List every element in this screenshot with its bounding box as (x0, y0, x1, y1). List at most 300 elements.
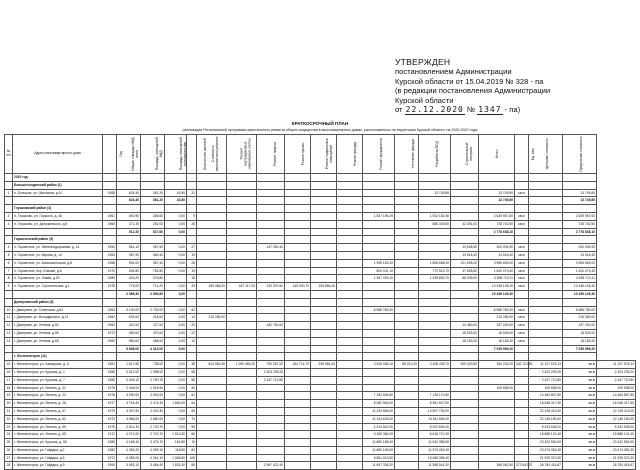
table-cell: 3 526 936,10 (363, 361, 395, 369)
table-cell (563, 298, 597, 306)
table-row (5, 384, 636, 392)
table-cell: 5 665,00 (117, 345, 141, 353)
column-header (141, 135, 165, 174)
table-cell: 2 967 022,40 (257, 462, 285, 470)
table-cell (311, 384, 337, 392)
table-cell (13, 290, 103, 298)
table-cell (451, 400, 479, 408)
table-cell (363, 189, 395, 197)
table-cell: 728 740,50 (479, 220, 515, 228)
table-cell (451, 306, 479, 314)
table-cell: 43,80 (165, 189, 187, 197)
table-cell: 7 (5, 267, 13, 275)
table-cell: 6 085,00 (117, 454, 141, 462)
table-cell: 11 220 665,00 (363, 407, 395, 415)
column-header: № п/п (5, 135, 13, 174)
table-cell: 13 548,50 (451, 244, 479, 252)
table-cell: 373 542,37 (515, 462, 529, 470)
table-cell (529, 290, 563, 298)
table-cell (187, 181, 197, 189)
table-cell: кв.м (515, 322, 529, 330)
table-cell (479, 236, 515, 244)
table-cell (227, 345, 257, 353)
document-title: КРАТКОСРОЧНЫЙ ПЛАН (291, 121, 349, 126)
table-cell: 84 (187, 446, 197, 454)
table-cell (285, 337, 311, 345)
table-cell: 1 817,80 (117, 361, 141, 369)
table-cell (5, 353, 13, 361)
table-cell: 18 526,00 (451, 329, 479, 337)
table-cell (479, 174, 515, 182)
table-cell (515, 205, 529, 213)
table-cell: 0,00 (165, 376, 187, 384)
table-cell: 527,60 (141, 228, 165, 236)
table-cell (563, 236, 597, 244)
table-cell (285, 462, 311, 470)
table-cell (419, 228, 451, 236)
table-cell (197, 259, 227, 267)
table-cell (13, 197, 103, 205)
table-cell: 9 269 384,00 (363, 431, 395, 439)
table-cell: 215 280,00 (563, 314, 597, 322)
table-cell (257, 220, 285, 228)
table-cell: 1 808 658,40 (419, 259, 451, 267)
table-cell: 396 062,50 (479, 462, 515, 470)
table-cell (395, 376, 419, 384)
table-cell (529, 181, 563, 189)
table-cell (479, 446, 515, 454)
table-cell: 1964 (103, 322, 117, 330)
table-cell: 21 929 370,30 (597, 454, 636, 462)
table-cell: 912,20 (117, 228, 141, 236)
table-cell (395, 174, 419, 182)
table-cell (311, 415, 337, 423)
table-cell (419, 376, 451, 384)
table-cell: кв.м (563, 392, 597, 400)
table-cell: 4 635 713,11 (563, 275, 597, 283)
table-cell (451, 439, 479, 447)
table-cell (285, 212, 311, 220)
table-cell: 16 948 317,50 (529, 400, 563, 408)
table-cell (395, 392, 419, 400)
table-cell: 18 (187, 275, 197, 283)
table-cell (395, 267, 419, 275)
table-cell (197, 392, 227, 400)
table-cell: кв.м (563, 384, 597, 392)
table-cell: 108 (187, 454, 197, 462)
table-cell (227, 462, 257, 470)
table-cell: кв.м (515, 283, 529, 291)
table-cell (529, 251, 563, 259)
table-cell (395, 314, 419, 322)
table-cell (311, 400, 337, 408)
table-cell (515, 290, 529, 298)
table-cell: кв.м (515, 189, 529, 197)
table-cell (311, 454, 337, 462)
table-cell (337, 322, 363, 330)
table-cell (257, 267, 285, 275)
table-cell: 76 (187, 439, 197, 447)
column-header-label: Ед. изм. (531, 147, 536, 161)
table-cell: 468,00 (141, 337, 165, 345)
table-cell (257, 205, 285, 213)
table-cell: г. Дмитриев, ул. Ленина, д.65 (13, 337, 103, 345)
table-cell: 80 (187, 462, 197, 470)
table-cell (419, 298, 451, 306)
table-cell (419, 174, 451, 182)
table-cell (395, 329, 419, 337)
table-cell: 40 (187, 384, 197, 392)
table-cell (103, 205, 117, 213)
table-cell: 42 391,00 (451, 220, 479, 228)
table-cell (311, 290, 337, 298)
table-cell (395, 400, 419, 408)
table-cell: 775,00 (117, 283, 141, 291)
table-cell: 14 460 867,80 (597, 392, 636, 400)
table-cell: 1960 (103, 337, 117, 345)
table-cell: 1980 (103, 376, 117, 384)
table-cell: кв.м (563, 400, 597, 408)
table-cell (227, 353, 257, 361)
table-cell: 22 (187, 329, 197, 337)
table-cell (285, 446, 311, 454)
table-cell (5, 181, 13, 189)
table-cell: 2 447 710,80 (257, 376, 285, 384)
table-cell: 263 486,00 (197, 283, 227, 291)
table-cell (257, 174, 285, 182)
table-cell: 0,00 (165, 290, 187, 298)
document-subtitle: реализации Региональной программы капитального ремонта общего имущества в многоквартирных домах, расположенных на территории Курской области, на 2020-2022 годы (182, 128, 478, 132)
table-cell (227, 244, 257, 252)
table-cell: 1 435 890,70 (419, 275, 451, 283)
table-cell (451, 415, 479, 423)
table-cell: 23 422 554,90 (529, 439, 563, 447)
table-cell (311, 197, 337, 205)
table-cell (395, 236, 419, 244)
table-cell: 21 929 370,30 (529, 454, 563, 462)
column-header (479, 135, 515, 174)
table-cell: 21 (5, 407, 13, 415)
table-cell (311, 212, 337, 220)
table-cell: 2 778 638,10 (479, 228, 515, 236)
table-cell: 1976 (103, 392, 117, 400)
column-header-label: Ремонт фундамента (379, 138, 384, 170)
table-cell: г. Дмитриев, ул. Советская, д.81 (13, 306, 103, 314)
table-cell: 10 436 145,40 (563, 290, 597, 298)
table-cell (103, 174, 117, 182)
table-cell: 1 410 842,00 (363, 423, 395, 431)
table-cell (363, 174, 395, 182)
table-cell (419, 205, 451, 213)
table-cell (165, 174, 187, 182)
table-cell: г. Железногорск, ул. Гайдара, д.9 (13, 462, 103, 470)
table-cell (337, 368, 363, 376)
table-cell (197, 220, 227, 228)
table-cell (285, 251, 311, 259)
table-cell (337, 251, 363, 259)
column-header (187, 135, 208, 174)
table-cell (311, 431, 337, 439)
table-cell: 43,80 (165, 197, 187, 205)
table-cell: 1 (5, 189, 13, 197)
table-cell (337, 361, 363, 369)
table-cell (515, 228, 529, 236)
table-cell (227, 415, 257, 423)
table-cell (515, 439, 529, 447)
table-cell: 25 (5, 439, 13, 447)
table-cell (363, 329, 395, 337)
table-cell: 2 639 957,60 (479, 212, 515, 220)
table-cell (227, 259, 257, 267)
table-cell: 182 780,00 (257, 322, 285, 330)
table-cell (227, 306, 257, 314)
table-cell (103, 353, 117, 361)
table-cell: 738,00 (141, 361, 165, 369)
table-cell (285, 244, 311, 252)
table-cell: 10 (5, 306, 13, 314)
table-cell (311, 314, 337, 322)
column-header (419, 135, 451, 174)
table-cell: 11 573 263,30 (419, 446, 451, 454)
table-cell (227, 400, 257, 408)
table-cell (337, 384, 363, 392)
table-cell: 18 526,00 (563, 329, 597, 337)
table-cell (451, 446, 479, 454)
table-cell: 262,00 (141, 220, 165, 228)
table-cell (103, 345, 117, 353)
table-row (5, 368, 636, 376)
table-row (5, 275, 636, 283)
table-cell (363, 181, 395, 189)
column-header (363, 135, 395, 174)
table-cell (227, 228, 257, 236)
table-cell (187, 353, 197, 361)
table-cell: 415,20 (117, 275, 141, 283)
table-cell (311, 174, 337, 182)
table-cell (257, 415, 285, 423)
table-cell: 309 329,80 (451, 361, 479, 369)
table-cell: 11 880 168,40 (363, 439, 395, 447)
table-cell (311, 181, 337, 189)
table-cell: 2 045,00 (117, 384, 141, 392)
table-cell: 1975 (103, 384, 117, 392)
table-cell (227, 368, 257, 376)
table-cell: 6 586 780,00 (563, 306, 597, 314)
column-header (285, 135, 311, 174)
table-cell: 12 (5, 322, 13, 330)
table-cell: 633,00 (117, 314, 141, 322)
column-header-label: Предельная стоимость (579, 136, 584, 172)
table-row (5, 259, 636, 267)
table-cell: кв.м (563, 423, 597, 431)
table-cell: г. Железногорск, ул. Заводская, д. 6 (13, 361, 103, 369)
table-cell (257, 454, 285, 462)
table-cell: 3 100,00 (117, 306, 141, 314)
table-cell (285, 275, 311, 283)
table-cell (337, 337, 363, 345)
table-cell: 2 730,00 (141, 306, 165, 314)
table-cell (451, 228, 479, 236)
table-cell (515, 236, 529, 244)
table-cell (285, 174, 311, 182)
table-cell (103, 298, 117, 306)
table-cell (479, 298, 515, 306)
table-cell (197, 228, 227, 236)
table-cell (363, 251, 395, 259)
table-cell: 23 474 382,30 (529, 446, 563, 454)
table-cell (227, 329, 257, 337)
table-cell (187, 298, 197, 306)
table-cell (515, 423, 529, 431)
table-cell: 11 107 576,13 (529, 361, 563, 369)
table-cell: 31 (187, 189, 197, 197)
table-cell (515, 384, 529, 392)
table-cell (395, 345, 419, 353)
table-cell: 3 090,00 (117, 392, 141, 400)
table-cell (227, 236, 257, 244)
table-cell (285, 415, 311, 423)
table-cell (197, 400, 227, 408)
table-cell (395, 454, 419, 462)
table-cell (227, 376, 257, 384)
table-cell: 25 (187, 283, 197, 291)
number-prefix: № (466, 105, 476, 115)
table-cell: кв.м (515, 259, 529, 267)
table-cell (529, 337, 563, 345)
table-cell: 15 888 131,40 (597, 431, 636, 439)
table-cell (529, 298, 563, 306)
table-cell (337, 431, 363, 439)
table-cell (311, 205, 337, 213)
table-cell: 1961 (103, 212, 117, 220)
table-cell: 0,00 (165, 392, 187, 400)
table-cell: 4 (5, 244, 13, 252)
table-cell: г. Дмитриев, ул. Володарского, д.21 (13, 314, 103, 322)
table-cell (311, 189, 337, 197)
table-cell (285, 306, 311, 314)
table-cell (285, 407, 311, 415)
table-cell: 105 586,40 (311, 283, 337, 291)
approval-line: Курской области от 15.04.2019 № 328 - па (395, 76, 544, 86)
table-cell: 28 (5, 462, 13, 470)
table-cell (257, 407, 285, 415)
table-cell (337, 197, 363, 205)
table-cell (515, 400, 529, 408)
table-cell: 3 476,70 (141, 439, 165, 447)
table-row (5, 361, 636, 369)
table-cell (395, 189, 419, 197)
table-cell (311, 306, 337, 314)
table-cell (419, 322, 451, 330)
table-cell: 5 022 694,00 (419, 423, 451, 431)
table-cell: 26 784 416,67 (597, 462, 636, 470)
table-cell (419, 368, 451, 376)
table-cell: 3 307,90 (117, 407, 141, 415)
table-cell (197, 236, 227, 244)
table-row (5, 306, 636, 314)
table-cell: Глушковский район (3) (13, 205, 103, 213)
table-cell (479, 392, 515, 400)
column-header-label: Ремонт внутридомовых инженерных систем (239, 138, 251, 170)
table-cell (197, 205, 227, 213)
table-cell: 200 004,90 (563, 244, 597, 252)
table-row (5, 220, 636, 228)
table-cell: 109 598,00 (529, 384, 563, 392)
table-cell (285, 290, 311, 298)
table-cell: 4 313,00 (141, 345, 165, 353)
table-cell (187, 236, 197, 244)
table-cell (227, 220, 257, 228)
table-header (5, 135, 636, 174)
table-cell: 4 063,20 (117, 446, 141, 454)
table-cell (227, 337, 257, 345)
table-cell (363, 345, 395, 353)
table-cell (363, 220, 395, 228)
table-cell (529, 283, 563, 291)
table-cell: 2 778 638,10 (563, 228, 597, 236)
table-cell: 13 749,89 (563, 189, 597, 197)
table-cell (197, 267, 227, 275)
table-cell (197, 322, 227, 330)
table-cell: г. Железногорск, ул. Ленина, д. 24 (13, 392, 103, 400)
table-cell (337, 189, 363, 197)
table-cell: 0,00 (165, 259, 187, 267)
table-cell: 357,60 (141, 244, 165, 252)
table-cell (363, 290, 395, 298)
table-cell: 11 324 626,00 (363, 415, 395, 423)
table-cell: кв.м (563, 439, 597, 447)
table-cell (141, 353, 165, 361)
table-cell (451, 392, 479, 400)
table-cell (337, 290, 363, 298)
section-row (5, 205, 636, 213)
date-prefix: от (395, 105, 403, 115)
table-row (5, 376, 636, 384)
table-cell: 13 518,40 (563, 251, 597, 259)
table-cell (337, 244, 363, 252)
table-cell: 14 460 867,80 (529, 392, 563, 400)
table-row (5, 446, 636, 454)
table-cell (337, 306, 363, 314)
table-cell: 11 697 336,20 (363, 462, 395, 470)
table-cell (285, 205, 311, 213)
table-cell: 0,00 (165, 329, 187, 337)
table-cell (257, 384, 285, 392)
table-cell: 3 965 653,00 (479, 259, 515, 267)
table-cell: 13 749,89 (419, 189, 451, 197)
table-cell: 2020 год (13, 174, 103, 182)
table-cell (311, 462, 337, 470)
table-cell (419, 345, 451, 353)
table-cell (227, 392, 257, 400)
table-cell (395, 212, 419, 220)
table-cell (187, 174, 197, 182)
table-cell: 109 598,00 (597, 384, 636, 392)
table-cell: 26 (5, 446, 13, 454)
table-cell: 26 (187, 259, 197, 267)
table-cell (285, 314, 311, 322)
table-cell (5, 290, 13, 298)
table-cell (257, 400, 285, 408)
table-cell: 10 (187, 337, 197, 345)
approval-line: (в редакции постановления Администрации (395, 86, 551, 96)
table-cell (227, 431, 257, 439)
table-cell (451, 407, 479, 415)
table-cell (311, 298, 337, 306)
table-cell: 2 447 710,80 (529, 376, 563, 384)
table-cell (419, 236, 451, 244)
table-cell: г. Железногорск, ул. Ленина, д. 21 (13, 384, 103, 392)
